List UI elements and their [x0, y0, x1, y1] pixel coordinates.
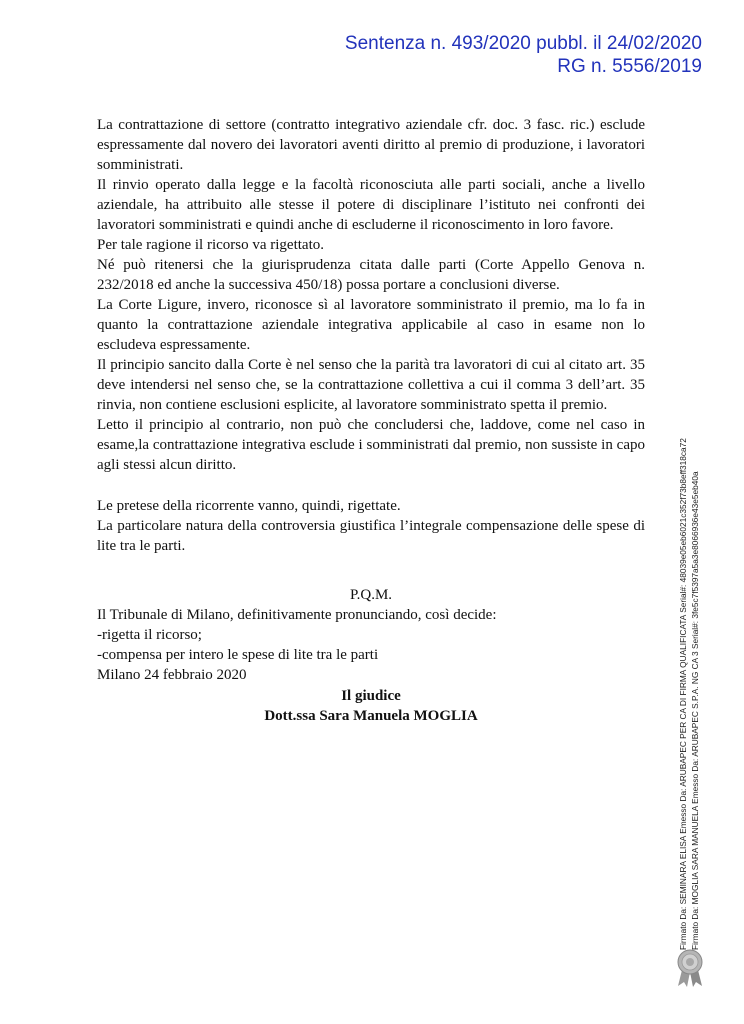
paragraph: La Corte Ligure, invero, riconosce sì al lavoratore somministrato il premio, ma lo fa in quanto la contrattazione aziendale integrativa applicabile al caso in esame non lo escludeva espressamente. — [97, 297, 645, 353]
paragraph: Letto il principio al contrario, non può che concludersi che, laddove, come nel caso in esame,la contrattazione integrativa esclude i somministrati dal premio, non sussiste in capo agli stessi alcun diritto. — [97, 417, 645, 473]
document-header — [345, 32, 702, 78]
paragraph: Il rinvio operato dalla legge e la facoltà riconosciuta alle parti sociali, anche a livello aziendale, ha attribuito alle stesse il potere di disciplinare l’istituto nei confronti dei lavoratori somministrati e quindi anche di escluderne il riconoscimento in loro favore. — [97, 177, 645, 233]
paragraph: Né può ritenersi che la giurisprudenza citata dalle parti (Corte Appello Genova n. 232/2018 ed anche la successiva 450/18) possa portare a conclusioni diverse. — [97, 257, 645, 293]
paragraph: Le pretese della ricorrente vanno, quindi, rigettate. — [97, 498, 401, 514]
paragraph: Per tale ragione il ricorso va rigettato. — [97, 237, 324, 253]
paragraph: La particolare natura della controversia giustifica l’integrale compensazione delle spese di lite tra le parti. — [97, 518, 645, 554]
decision-date: Milano 24 febbraio 2020 — [97, 667, 247, 683]
paragraph: La contrattazione di settore (contratto integrativo aziendale cfr. doc. 3 fasc. ric.) esclude espressamente dal novero dei lavoratori aventi diritto al premio di produzione, i lavoratori somministrati. — [97, 117, 645, 173]
judge-role: Il giudice — [341, 688, 401, 704]
sentence-number: Sentenza n. 493/2020 pubbl. il 24/02/2020 — [344, 33, 702, 54]
rg-number: RG n. 5556/2019 — [557, 56, 702, 77]
pqm-heading: P.Q.M. — [349, 587, 393, 603]
document-body — [97, 115, 645, 685]
decision-line: -rigetta il ricorso; — [97, 627, 202, 643]
signature-stamp-line: Firmato Da: SEMINARA ELISA Emesso Da: ARUBAPEC PER CA DI FIRMA QUALIFICATA Serial#: 48039e05eb6021c352f73b8eff318ca72 — [678, 438, 688, 950]
decision-line: Il Tribunale di Milano, definitivamente pronunciando, così decide: — [97, 607, 497, 623]
decision-line: -compensa per intero le spese di lite tra le parti — [97, 647, 379, 663]
certification-ribbon-icon — [672, 948, 708, 988]
signature-stamp-line: Firmato Da: MOGLIA SARA MANUELA Emesso Da: ARUBAPEC S.P.A. NG CA 3 Serial#: 3fe5c7f5397a5a3e8066936e43e5eb40a — [690, 471, 700, 950]
signature-block — [97, 686, 645, 726]
digital-signature-stamp — [675, 438, 717, 950]
paragraph: Il principio sancito dalla Corte è nel senso che la parità tra lavoratori di cui al citato art. 35 deve intendersi nel senso che, se la contrattazione collettiva a cui il comma 3 dell’art. 35 rinvia, non contiene esclusioni esplicite, al lavoratore somministrato spetta il premio. — [97, 357, 645, 413]
judge-name: Dott.ssa Sara Manuela MOGLIA — [264, 708, 478, 724]
